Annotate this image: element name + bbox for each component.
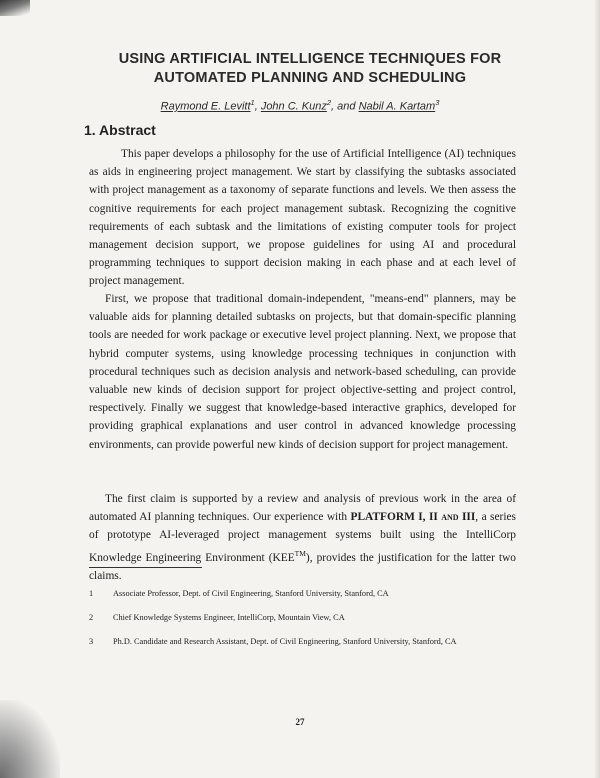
footnote-3-number: 3 — [89, 637, 94, 646]
paper-title: USING ARTIFICIAL INTELLIGENCE TECHNIQUES FOR AUTOMATED PLANNING AND SCHEDULING — [118, 51, 502, 86]
author-2: John C. Kunz — [260, 100, 327, 113]
footnote-2-text: Chief Knowledge Systems Engineer, IntelliCorp, Mountain View, CA — [113, 613, 345, 622]
platform-name: PLATFORM I, II and III — [350, 511, 476, 524]
footnote-1 — [89, 588, 529, 599]
scan-shadow-bottom-left — [0, 700, 60, 778]
paragraph-3-text-a: The first claim is supported by a review and analysis of previous work in the area of automated AI planning techniques. Our experience with — [89, 493, 516, 524]
scan-shadow-top-left — [0, 0, 30, 16]
footnote-2-number: 2 — [89, 613, 94, 622]
author-1: Raymond E. Levitt — [160, 100, 251, 113]
author-2-mark: 2 — [326, 98, 332, 107]
footnote-1-text: Associate Professor, Dept. of Civil Engineering, Stanford University, Stanford, CA — [113, 589, 389, 598]
paragraph-3-text-b: , a series of prototype AI-leveraged project management systems built using the IntelliCorp Knowledge Engineering Environment (KEE — [89, 511, 516, 564]
author-line — [0, 98, 600, 113]
footnote-3-text: Ph.D. Candidate and Research Assistant, Dept. of Civil Engineering, Stanford University, Stanford, CA — [113, 637, 457, 646]
scan-edge-right — [594, 0, 600, 778]
author-1-mark: 1 — [250, 98, 255, 107]
author-3-mark: 3 — [435, 98, 440, 107]
abstract-paragraph-3 — [89, 490, 516, 585]
footnote-rule — [89, 567, 202, 568]
abstract-paragraph-1: This paper develops a philosophy for the use of Artificial Intelligence (AI) techniques as aids in engineering project management. We start by classifying the subtasks associated with project management as a taxonomy of separate functions and levels. We then assess the cognitive requirements for each project management subtask. Recognizing the cognitive requirements of each subtask and the limitations of existing computer tools for project management decision support, we propose guidelines for using AI and procedural programming techniques to support decision making in each phase and at each level of project management. — [89, 148, 516, 288]
footnote-1-number: 1 — [89, 589, 94, 598]
footnote-2 — [89, 612, 529, 623]
abstract-paragraph-2: First, we propose that traditional domain-independent, "means-end" planners, may be valuable aids for planning detailed subtasks on projects, but that domain-specific planning tools are needed for work package or executive level project planning. Next, we propose that hybrid computer systems, using knowledge processing techniques in conjunction with procedural techniques such as decision analysis and network-based scheduling, can provide valuable new kinds of decision support for project objective-setting and project control, respectively. Finally we suggest that knowledge-based interactive graphics, developed for providing graphical explanations and user control in advanced knowledge processing environments, can provide powerful new kinds of decision support for project management. — [89, 293, 516, 451]
paragraph-3-text-c: ), provides the justification for the latter two claims. — [89, 551, 516, 582]
author-sep-2: , and — [331, 100, 359, 113]
footnote-3 — [89, 636, 529, 647]
author-sep-1: , — [254, 100, 261, 113]
section-heading: 1. Abstract — [84, 122, 156, 138]
trademark-mark: TM — [294, 548, 306, 558]
author-3: Nabil A. Kartam — [358, 100, 436, 113]
page-number: 27 — [295, 717, 305, 727]
